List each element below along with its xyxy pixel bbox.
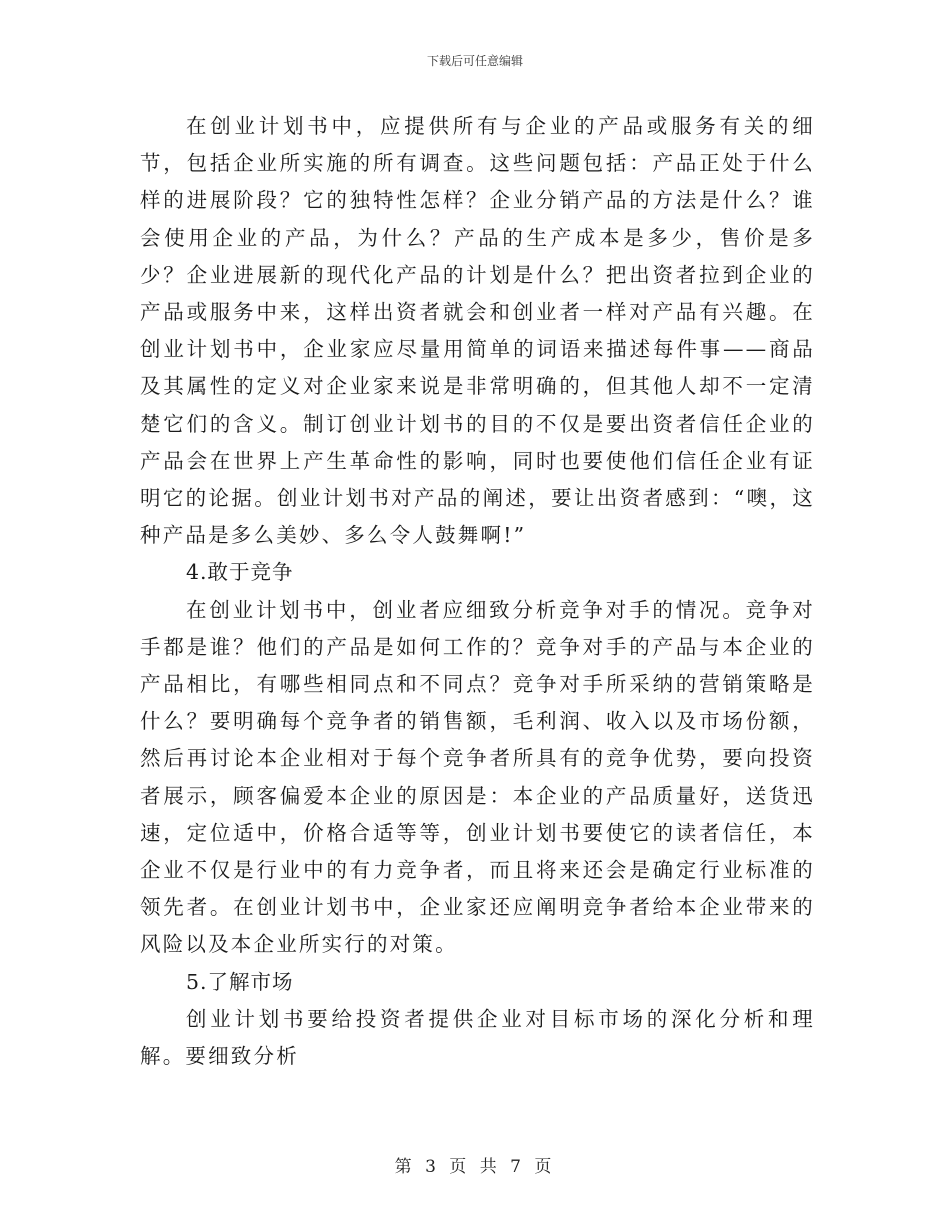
page-header: 下载后可任意编辑: [426, 54, 523, 68]
page-number-footer: 第 3 页 共 7 页: [394, 1157, 556, 1177]
paragraph-competition: 在创业计划书中，创业者应细致分析竞争对手的情况。竞争对手都是谁？他们的产品是如何工作的？竞争对手的产品与本企业的产品相比，有哪些相同点和不同点？竞争对手所采纳的营销策略是什么？要明确每个竞争者的销售额，毛利润、收入以及市场份额，然后再讨论本企业相对于每个竞争者所具有的竞争优势，要向投资者展示，顾客偏爱本企业的原因是：本企业的产品质量好，送货迅速，定位适中，价格合适等等，创业计划书要使它的读者信任，本企业不仅是行业中的有力竞争者，而且将来还会是确定行业标准的领先者。在创业计划书中，企业家还应阐明竞争者给本企业带来的风险以及本企业所实行的对策。: [140, 597, 815, 957]
document-body: [140, 108, 815, 1075]
section-heading-competition: 4.敢于竞争: [186, 560, 294, 585]
section-heading-market: 5.了解市场: [186, 969, 294, 994]
paragraph-market: 创业计划书要给投资者提供企业对目标市场的深化分析和理解。要细致分析: [140, 1006, 815, 1069]
paragraph-product-details: 在创业计划书中，应提供所有与企业的产品或服务有关的细节，包括企业所实施的所有调查。这些问题包括：产品正处于什么样的进展阶段？它的独特性怎样？企业分销产品的方法是什么？谁会使用企业的产品，为什么？产品的生产成本是多少，售价是多少？企业进展新的现代化产品的计划是什么？把出资者拉到企业的产品或服务中来，这样出资者就会和创业者一样对产品有兴趣。在创业计划书中，企业家应尽量用简单的词语来描述每件事——商品及其属性的定义对企业家来说是非常明确的，但其他人却不一定清楚它们的含义。制订创业计划书的目的不仅是要出资者信任企业的产品会在世界上产生革命性的影响，同时也要使他们信任企业有证明它的论据。创业计划书对产品的阐述，要让出资者感到：“噢，这种产品是多么美妙、多么令人鼓舞啊!”: [140, 114, 815, 548]
